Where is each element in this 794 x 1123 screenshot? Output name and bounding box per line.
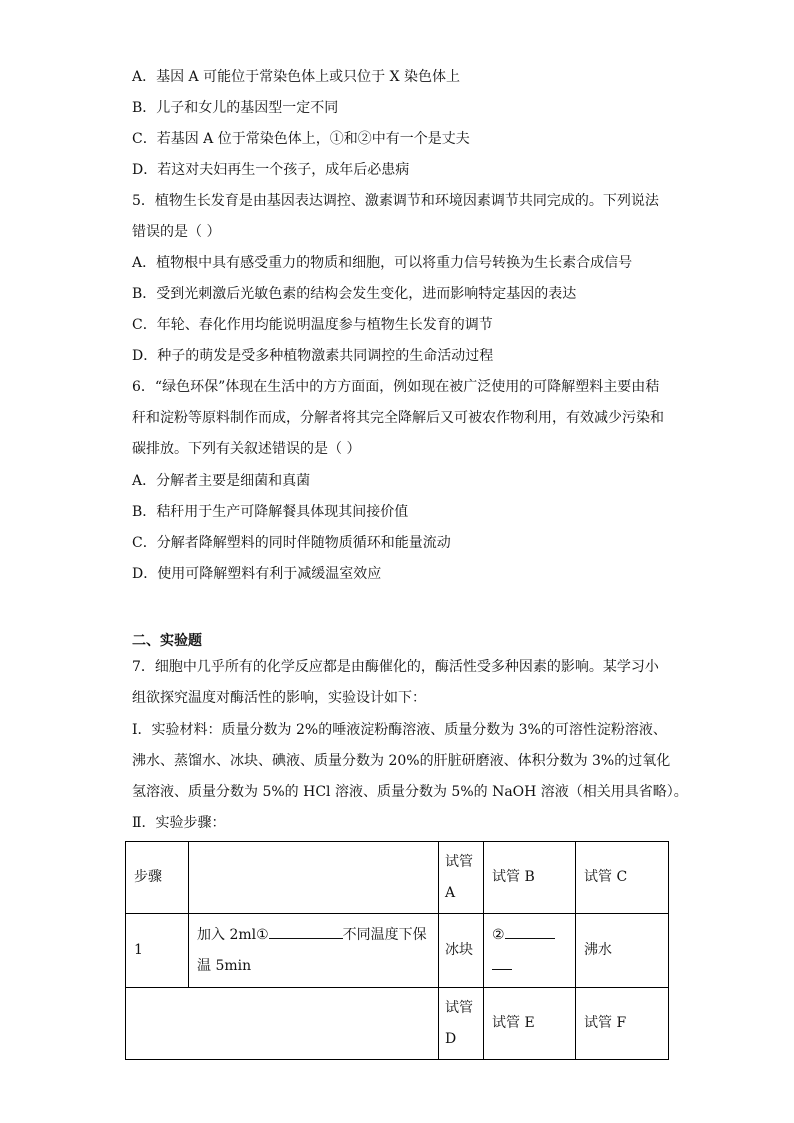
table-row: [126, 914, 669, 988]
q7-materials-line-2: 沸水、蒸馏水、冰块、碘液、质量分数为 20%的肝脏研磨液、体积分数为 3%的过氧化: [132, 753, 671, 769]
q5-stem-line-2: 错误的是（ ）: [132, 224, 221, 240]
answer-blank-2[interactable]: [505, 922, 555, 939]
q4-option-a: A．基因 A 可能位于常染色体上或只位于 X 染色体上: [132, 69, 460, 85]
q6-stem-line-1: 6．“绿色环保”体现在生活中的方方面面，例如现在被广泛使用的可降解塑料主要由秸: [132, 379, 660, 395]
row2-tube-f: 试管 F: [576, 988, 669, 1060]
row2-tube-d-line-2: D: [445, 1030, 457, 1047]
q7-stem-line-1: 7．细胞中几乎所有的化学反应都是由酶催化的，酶活性受多种因素的影响。某学习小: [132, 659, 659, 675]
row2-step: [126, 988, 439, 1060]
q6-stem-line-3: 碳排放。下列有关叙述错误的是（ ）: [132, 441, 361, 457]
row1-description: [189, 914, 439, 988]
q5-option-c: C．年轮、春化作用均能说明温度参与植物生长发育的调节: [132, 317, 493, 333]
q5-stem-line-1: 5．植物生长发育是由基因表达调控、激素调节和环境因素调节共同完成的。下列说法: [132, 193, 659, 209]
answer-blank-2-cont[interactable]: [492, 953, 512, 970]
q5-option-b: B．受到光刺激后光敏色素的结构会发生变化，进而影响特定基因的表达: [132, 286, 577, 302]
header-tube-b: 试管 B: [484, 842, 576, 914]
q5-option-d: D．种子的萌发是受多种植物激素共同调控的生命活动过程: [132, 348, 494, 364]
q6-stem-line-2: 秆和淀粉等原料制作而成，分解者将其完全降解后又可被农作物利用，有效减少污染和: [132, 410, 664, 426]
row2-tube-e: 试管 E: [484, 988, 576, 1060]
row1-tube-a: 冰块: [439, 914, 484, 988]
header-step: 步骤: [126, 842, 189, 914]
header-tube-c: 试管 C: [576, 842, 669, 914]
table-row: [126, 988, 669, 1060]
q6-option-a: A．分解者主要是细菌和真菌: [132, 473, 311, 489]
row1-tube-b: [484, 914, 576, 988]
row1-desc-text-1: 加入 2ml①: [197, 926, 269, 943]
q4-option-c: C．若基因 A 位于常染色体上，①和②中有一个是丈夫: [132, 131, 470, 147]
header-tube-a-line-2: A: [445, 884, 456, 901]
experiment-table: [125, 841, 669, 1060]
answer-blank-1[interactable]: [269, 922, 343, 939]
q5-option-a: A．植物根中具有感受重力的物质和细胞，可以将重力信号转换为生长素合成信号: [132, 255, 633, 271]
header-tube-a: [439, 842, 484, 914]
q6-option-c: C．分解者降解塑料的同时伴随物质循环和能量流动: [132, 535, 451, 551]
section-title: 二、实验题: [132, 633, 202, 649]
table-header-row: [126, 842, 669, 914]
q6-option-d: D．使用可降解塑料有利于减缓温室效应: [132, 566, 382, 582]
row1-desc-text-3: 温 5min: [197, 957, 252, 974]
row2-tube-d: [439, 988, 484, 1060]
row1-desc-text-2: 不同温度下保: [342, 926, 427, 943]
row1-tube-c: 沸水: [576, 914, 669, 988]
row1-tube-b-label: ②: [492, 926, 505, 943]
q4-option-b: B．儿子和女儿的基因型一定不同: [132, 100, 339, 116]
q7-steps-title: Ⅱ．实验步骤：: [132, 815, 226, 831]
q7-materials-line-1: Ⅰ．实验材料：质量分数为 2%的唾液淀粉酶溶液、质量分数为 3%的可溶性淀粉溶液、: [132, 722, 667, 738]
row2-tube-d-line-1: 试管: [445, 999, 473, 1016]
q7-materials-line-3: 氢溶液、质量分数为 5%的 HCl 溶液、质量分数为 5%的 NaOH 溶液（相关用具省略）。: [132, 784, 688, 800]
q6-option-b: B．秸秆用于生产可降解餐具体现其间接价值: [132, 504, 409, 520]
header-description: [189, 842, 439, 914]
header-tube-a-line-1: 试管: [445, 853, 473, 870]
q4-option-d: D．若这对夫妇再生一个孩子，成年后必患病: [132, 162, 410, 178]
row1-step: 1: [126, 914, 189, 988]
q7-stem-line-2: 组欲探究温度对酶活性的影响，实验设计如下：: [132, 690, 426, 706]
